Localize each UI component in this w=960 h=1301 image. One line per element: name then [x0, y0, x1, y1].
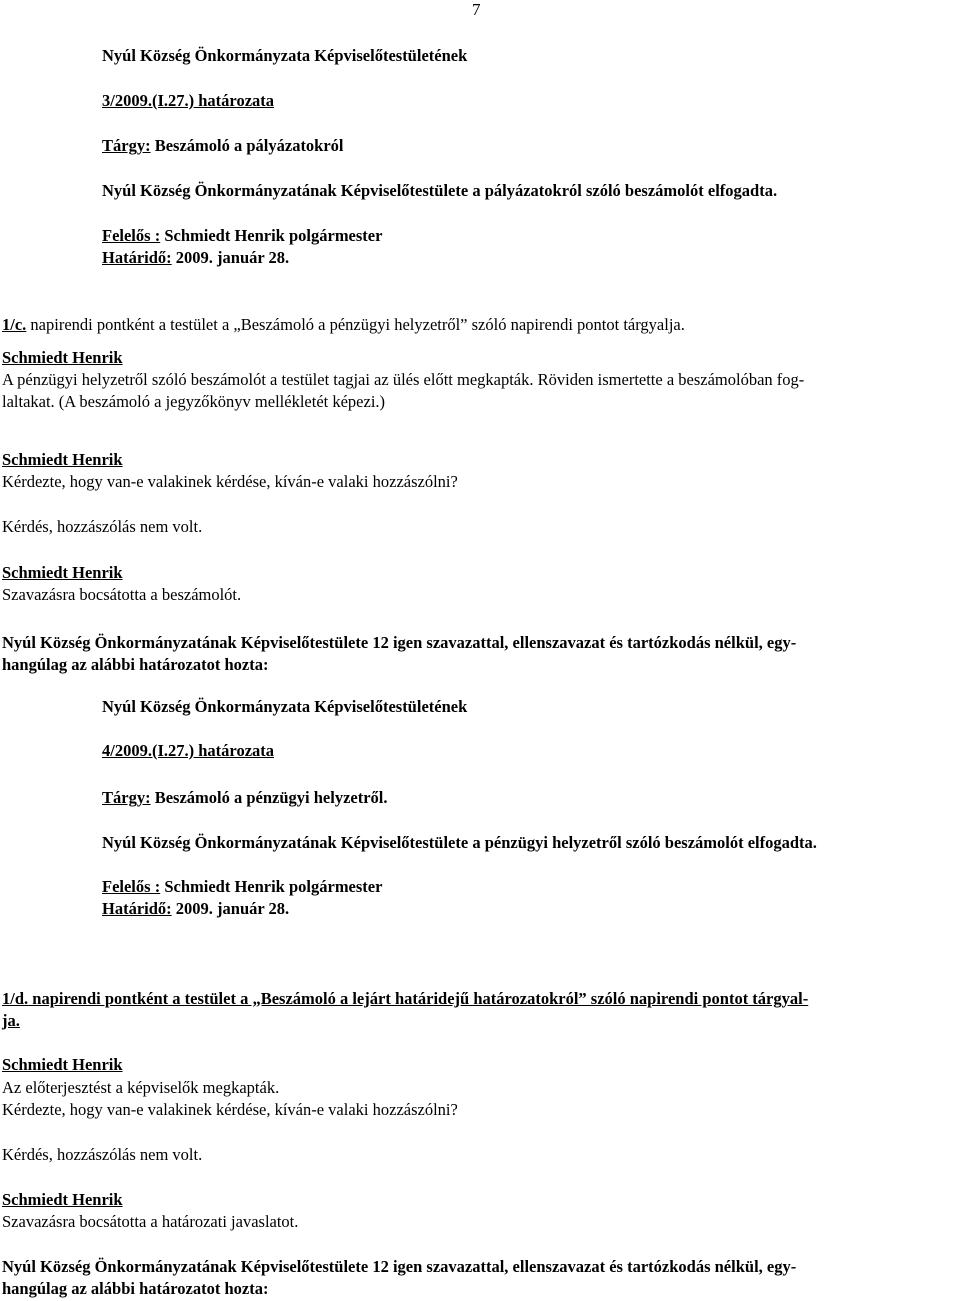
subject-text: Beszámoló a pénzügyi helyzetről.	[150, 788, 388, 807]
speaker-name: Schmiedt Henrik	[2, 348, 123, 367]
resolution-heading: Nyúl Község Önkormányzata Képviselőtestületének	[102, 46, 468, 65]
resolution-text: Nyúl Község Önkormányzatának Képviselőtestülete a pályázatokról szóló beszámolót elfogadta.	[102, 181, 778, 200]
vote-result: hangúlag az alábbi határozatot hozta:	[2, 655, 269, 674]
subject-label: Tárgy:	[102, 136, 151, 155]
paragraph: Kérdezte, hogy van-e valakinek kérdése, kíván-e valaki hozzászólni?	[2, 1100, 458, 1119]
paragraph: Kérdés, hozzászólás nem volt.	[2, 517, 203, 536]
responsible-value: Schmiedt Henrik polgármester	[160, 877, 383, 896]
agenda-text: napirendi pontként a testület a „Beszámoló a pénzügyi helyzetről” szóló napirendi pontot tárgyalja.	[26, 315, 685, 334]
page-number: 7	[472, 0, 481, 19]
deadline-line	[102, 898, 289, 920]
responsible-line	[102, 225, 382, 247]
deadline-value: 2009. január 28.	[171, 899, 290, 918]
agenda-item-1d	[2, 988, 808, 1010]
vote-result: hangúlag az alábbi határozatot hozta:	[2, 1279, 269, 1298]
agenda-number: 1/c.	[2, 315, 27, 334]
resolution-heading: Nyúl Község Önkormányzata Képviselőtestületének	[102, 697, 468, 716]
paragraph: Kérdés, hozzászólás nem volt.	[2, 1145, 203, 1164]
responsible-value: Schmiedt Henrik polgármester	[160, 226, 383, 245]
paragraph: Szavazásra bocsátotta a határozati javaslatot.	[2, 1212, 299, 1231]
resolution-text: Nyúl Község Önkormányzatának Képviselőtestülete a pénzügyi helyzetről szóló beszámolót elfogadta.	[102, 833, 817, 852]
agenda-number: 1/d.	[2, 989, 29, 1008]
speaker-name: Schmiedt Henrik	[2, 1190, 123, 1209]
responsible-label: Felelős :	[102, 226, 161, 245]
paragraph: laltakat. (A beszámoló a jegyzőkönyv mellékletét képezi.)	[2, 392, 386, 411]
agenda-text: napirendi pontként a testület a „Beszámoló a lejárt határidejű határozatokról” szóló napirendi pontot tárgyal-	[28, 989, 809, 1008]
resolution-number: 4/2009.(I.27.) határozata	[102, 741, 275, 760]
resolution-number: 3/2009.(I.27.) határozata	[102, 91, 275, 110]
speaker-name: Schmiedt Henrik	[2, 1055, 123, 1074]
speaker-name: Schmiedt Henrik	[2, 450, 123, 469]
responsible-line	[102, 876, 382, 898]
deadline-label: Határidő:	[102, 899, 172, 918]
agenda-text-continuation: ja.	[2, 1011, 20, 1030]
deadline-line	[102, 247, 289, 269]
paragraph: Az előterjesztést a képviselők megkapták.	[2, 1078, 280, 1097]
responsible-label: Felelős :	[102, 877, 161, 896]
agenda-item-1c	[2, 314, 685, 336]
vote-result: Nyúl Község Önkormányzatának Képviselőtestülete 12 igen szavazattal, ellenszavazat és tartózkodás nélkül, egy-	[2, 633, 797, 652]
subject-text: Beszámoló a pályázatokról	[150, 136, 344, 155]
subject-label: Tárgy:	[102, 788, 151, 807]
vote-result: Nyúl Község Önkormányzatának Képviselőtestülete 12 igen szavazattal, ellenszavazat és tartózkodás nélkül, egy-	[2, 1257, 797, 1276]
paragraph: Kérdezte, hogy van-e valakinek kérdése, kíván-e valaki hozzászólni?	[2, 472, 458, 491]
resolution-subject	[102, 787, 388, 809]
speaker-name: Schmiedt Henrik	[2, 563, 123, 582]
paragraph: A pénzügyi helyzetről szóló beszámolót a testület tagjai az ülés előtt megkapták. Röviden ismertette a beszámolóban fog-	[2, 370, 805, 389]
resolution-subject	[102, 135, 344, 157]
paragraph: Szavazásra bocsátotta a beszámolót.	[2, 585, 242, 604]
deadline-value: 2009. január 28.	[171, 248, 290, 267]
deadline-label: Határidő:	[102, 248, 172, 267]
